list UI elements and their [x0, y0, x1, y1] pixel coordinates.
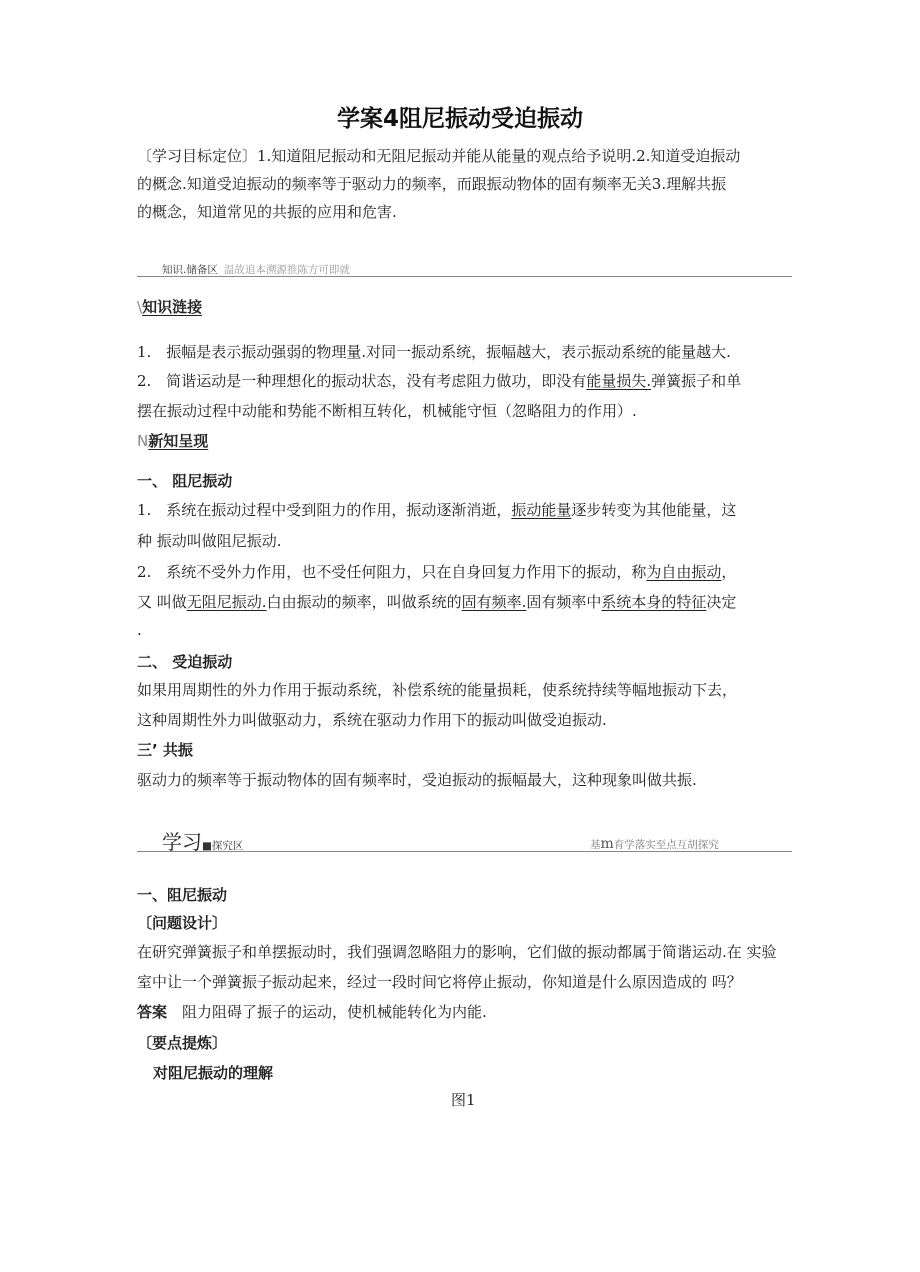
text-run: 又 叫做 — [137, 593, 187, 611]
new-knowledge-marker: N — [137, 432, 149, 450]
band-divider-1 — [137, 276, 792, 277]
band-explore-label: 学习 — [162, 830, 202, 854]
knowledge-link-marker: \ — [137, 298, 143, 316]
underlined-term: 无阻尼振动. — [186, 593, 267, 611]
figure-caption: 图1 — [451, 1091, 476, 1109]
band-divider-2 — [137, 851, 792, 852]
text-run: m — [600, 836, 614, 852]
text-run: 弹簧振子和单 — [651, 372, 742, 390]
band-explore-sublabel: ■探究区 — [202, 840, 244, 852]
underlined-term: 为自由振动 — [646, 563, 722, 581]
text-run: 2. 简谐运动是一种理想化的振动状态，没有考虑阻力做功，即没有 — [137, 372, 587, 390]
underlined-term: 能量损失. — [586, 372, 652, 390]
damped-item-2-cont — [137, 588, 736, 616]
new-knowledge-heading — [137, 430, 208, 451]
knowledge-link-item-1: 1. 振幅是表示振动强弱的物理量.对同一振动系统，振幅越大，表示振动系统的能量越大. — [137, 343, 731, 361]
knowledge-link-title: 知识涟接 — [142, 298, 203, 316]
band-explore-subtitle — [590, 836, 719, 852]
objectives-line-1: 1.知道阻尼振动和无阻尼振动并能从能量的观点给予说明.2.知道受迫振动 — [257, 147, 741, 165]
resonance-line-1: 驱动力的频率等于振动物体的固有频率时，受迫振动的振幅最大，这种现象叫做共振. — [137, 771, 697, 789]
damped-item-2 — [137, 558, 736, 586]
section-band-knowledge — [162, 262, 350, 277]
answer-label: 答案 — [137, 1003, 168, 1021]
knowledge-link-heading — [137, 296, 202, 317]
band-knowledge-subtitle: 温故追本溯源推陈方可即就 — [223, 264, 350, 276]
problem-design-line-2: 室中让一个弹簧振子振动起来，经过一段时间它将停止振动，你知道是什么原因造成的 吗？ — [137, 973, 742, 991]
explore-section-heading: 一、阻尼振动 — [137, 886, 228, 904]
forced-line-2: 这种周期性外力叫做驱动力，系统在驱动力作用下的振动叫做受迫振动. — [137, 711, 607, 729]
key-points-subheading: 对阻尼振动的理解 — [153, 1064, 274, 1082]
new-knowledge-title: 新知呈现 — [148, 432, 209, 450]
knowledge-link-item-2-cont: 摆在振动过程中动能和势能不断相互转化，机械能守恒（忽略阻力的作用）. — [137, 402, 637, 420]
answer-text: 阻力阻碍了振子的运动，使机械能转化为内能. — [182, 1003, 487, 1021]
band-knowledge-label: 知识.储备区 — [162, 264, 218, 276]
section-resonance: 三’ 共振 — [137, 741, 193, 759]
text-run: 逐步转变为其他能量，这 — [571, 501, 737, 519]
text-run: 基 — [590, 839, 601, 851]
answer-line — [137, 998, 487, 1026]
text-run: 2. 系统不受外力作用，也不受任何阻力，只在自身回复力作用下的振动，称 — [137, 563, 647, 581]
underlined-term: 振动能量 — [511, 501, 572, 519]
objectives-line-3: 的概念，知道常见的共振的应用和危害. — [137, 203, 397, 221]
objectives-line-2: 的概念.知道受迫振动的频率等于驱动力的频率，而跟振动物体的固有频率无关3.理解共振 — [137, 175, 727, 193]
key-points-label: 〔要点提炼〕 — [137, 1034, 228, 1052]
underlined-term: 固有频率. — [461, 593, 527, 611]
problem-design-line-1: 在研究弹簧振子和单摆振动时，我们强调忽略阻力的影响，它们做的振动都属于简谐运动.在 实验 — [137, 943, 777, 961]
damped-item-2-end: . — [137, 621, 142, 639]
underlined-term: 系统本身的特征 — [601, 593, 707, 611]
text-run: 白由振动的频率，叫做系统的 — [266, 593, 462, 611]
learning-objectives — [137, 142, 740, 226]
damped-item-1-cont: 种 振动叫做阻尼振动. — [137, 532, 282, 550]
text-run: ， — [721, 563, 737, 581]
section-forced-vibration: 二、 受迫振动 — [137, 653, 233, 671]
problem-design-label: 〔问题设计〕 — [137, 914, 228, 932]
knowledge-link-item-2 — [137, 367, 741, 395]
damped-item-1 — [137, 496, 736, 524]
section-damped-vibration: 一、 阻尼振动 — [137, 472, 233, 490]
objectives-label: 〔学习目标定位〕 — [137, 147, 258, 165]
forced-line-1: 如果用周期性的外力作用于振动系统，补偿系统的能量损耗，使系统持续等幅地振动下去， — [137, 681, 738, 699]
text-run: 育学落实至点互胡探究 — [613, 839, 719, 851]
text-run: 决定 — [706, 593, 737, 611]
text-run: 固有频率中 — [526, 593, 602, 611]
text-run: 1. 系统在振动过程中受到阻力的作用，振动逐渐消逝， — [137, 501, 512, 519]
page-title: 学案4阻尼振动受迫振动 — [336, 106, 583, 132]
